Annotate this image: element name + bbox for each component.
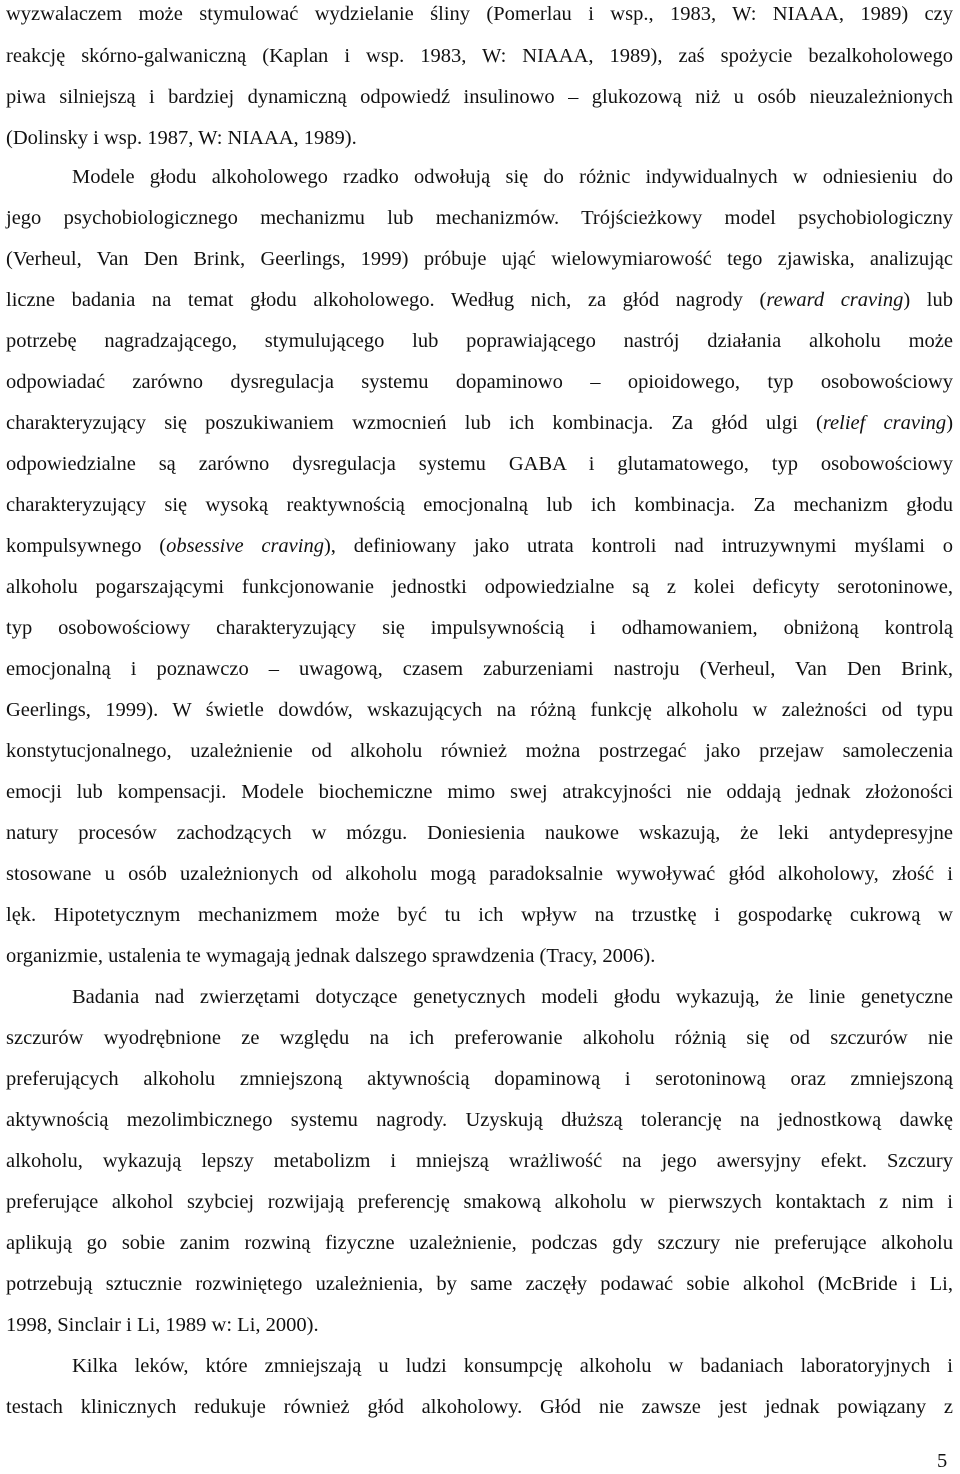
text-line [6, 902, 953, 928]
text-line [72, 1353, 953, 1379]
text-segment: Badania nad zwierzętami dotyczące genetycznych modeli głodu wykazują, że linie genetyczne [72, 986, 953, 1008]
text-segment: stosowane u osób uzależnionych od alkoholu mogą paradoksalnie wywoływać głód alkoholowy, złość i [6, 863, 953, 885]
text-line [6, 84, 953, 110]
text-segment: alkoholu pogarszającymi funkcjonowanie jednostki odpowiedzialne są z kolei deficyty serotoninowe, [6, 576, 953, 598]
text-segment: preferujące alkohol szybciej rozwijają preferencję smakową alkoholu w pierwszych kontaktach z nim i [6, 1191, 953, 1213]
page-number: 5 [937, 1450, 948, 1472]
text-segment: (Dolinsky i wsp. 1987, W: NIAAA, 1989). [6, 127, 357, 149]
text-line [6, 246, 953, 272]
text-line [6, 533, 953, 559]
text-segment: potrzebują sztucznie rozwiniętego uzależnienia, by same zaczęły podawać sobie alkohol (McBride i Li, [6, 1273, 953, 1295]
text-line [6, 820, 953, 846]
text-segment: potrzebę nagradzającego, stymulującego lub poprawiającego nastrój działania alkoholu może [6, 330, 953, 352]
text-segment: preferujących alkoholu zmniejszoną aktywnością dopaminową i serotoninową oraz zmniejszoną [6, 1068, 953, 1090]
text-segment: Kilka leków, które zmniejszają u ludzi konsumpcję alkoholu w badaniach laboratoryjnych i [72, 1355, 953, 1377]
italic-term: obsessive craving [166, 535, 324, 557]
text-segment: szczurów wyodrębnione ze względu na ich preferowanie alkoholu różnią się od szczurów nie [6, 1027, 953, 1049]
text-line [6, 1025, 953, 1051]
text-line [6, 1394, 953, 1420]
text-line [6, 943, 953, 969]
text-segment: emocji lub kompensacji. Modele biochemiczne mimo swej atrakcyjności nie oddają jednak złożoności [6, 781, 953, 803]
text-line [6, 1, 953, 27]
text-line [6, 369, 953, 395]
text-line [6, 1189, 953, 1215]
text-line [6, 1230, 953, 1256]
text-line [6, 410, 953, 436]
text-segment: aplikują go sobie zanim rozwiną fizyczne uzależnienie, podczas gdy szczury nie preferujące alkoholu [6, 1232, 953, 1254]
text-line [6, 656, 953, 682]
text-line [6, 1148, 953, 1174]
text-segment: Modele głodu alkoholowego rzadko odwołują się do różnic indywidualnych w odniesieniu do [72, 166, 953, 188]
text-segment: alkoholu, wykazują lepszy metabolizm i mniejszą wrażliwość na jego awersyjny efekt. Szczury [6, 1150, 953, 1172]
text-segment: charakteryzujący się poszukiwaniem wzmocnień lub ich kombinacja. Za głód ulgi ( [6, 412, 823, 434]
text-segment: 1998, Sinclair i Li, 1989 w: Li, 2000). [6, 1314, 319, 1336]
italic-term: reward craving [766, 289, 904, 311]
text-line [6, 1066, 953, 1092]
text-line [6, 492, 953, 518]
text-line [72, 984, 953, 1010]
text-segment: jego psychobiologicznego mechanizmu lub mechanizmów. Trójścieżkowy model psychobiologiczny [6, 207, 953, 229]
text-line [6, 287, 953, 313]
text-line [6, 451, 953, 477]
text-line [6, 43, 953, 69]
text-segment: konstytucjonalnego, uzależnienie od alkoholu również można postrzegać jako przejaw samoleczenia [6, 740, 953, 762]
text-segment: natury procesów zachodzących w mózgu. Doniesienia naukowe wskazują, że leki antydepresyjne [6, 822, 953, 844]
text-line [6, 125, 953, 151]
text-segment: charakteryzujący się wysoką reaktywnością emocjonalną lub ich kombinacja. Za mechanizm głodu [6, 494, 953, 516]
text-segment: kompulsywnego ( [6, 535, 167, 557]
text-line [6, 861, 953, 887]
italic-term: relief craving [822, 412, 947, 434]
text-segment: ), definiowany jako utrata kontroli nad intruzywnymi myślami o [323, 535, 954, 557]
text-segment: emocjonalną i poznawczo – uwagową, czasem zaburzeniami nastroju (Verheul, Van Den Brink, [6, 658, 953, 680]
text-segment: ) [946, 412, 954, 434]
text-line [72, 164, 953, 190]
text-segment: testach klinicznych redukuje również głód alkoholowy. Głód nie zawsze jest jednak powiązany z [6, 1396, 953, 1418]
text-line [6, 738, 953, 764]
text-segment: typ osobowościowy charakteryzujący się impulsywnością i odhamowaniem, obniżoną kontrolą [6, 617, 953, 639]
text-segment: lęk. Hipotetycznym mechanizmem może być tu ich wpływ na trzustkę i gospodarkę cukrową w [6, 904, 953, 926]
text-segment: organizmie, ustalenia te wymagają jednak dalszego sprawdzenia (Tracy, 2006). [6, 945, 656, 967]
text-line [6, 574, 953, 600]
text-line [6, 779, 953, 805]
text-line [6, 328, 953, 354]
text-line [6, 1312, 953, 1338]
text-segment: liczne badania na temat głodu alkoholowego. Według nich, za głód nagrody ( [6, 289, 767, 311]
text-segment: reakcję skórno-galwaniczną (Kaplan i wsp. 1983, W: NIAAA, 1989), zaś spożycie bezalkoholowego [6, 45, 953, 67]
text-segment: aktywnością mezolimbicznego systemu nagrody. Uzyskują dłuższą tolerancję na jednostkową dawkę [6, 1109, 953, 1131]
text-line [6, 205, 953, 231]
text-segment: piwa silniejszą i bardziej dynamiczną odpowiedź insulinowo – glukozową niż u osób nieuzależnionych [6, 86, 953, 108]
text-segment: (Verheul, Van Den Brink, Geerlings, 1999) próbuje ująć wielowymiarowość tego zjawiska, analizując [6, 248, 953, 270]
text-line [6, 615, 953, 641]
text-segment: wyzwalaczem może stymulować wydzielanie śliny (Pomerlau i wsp., 1983, W: NIAAA, 1989) czy [6, 3, 953, 25]
text-line [6, 1107, 953, 1133]
text-segment: odpowiedzialne są zarówno dysregulacja systemu GABA i glutamatowego, typ osobowościowy [6, 453, 953, 475]
text-line [6, 697, 953, 723]
text-segment: Geerlings, 1999). W świetle dowdów, wskazujących na różną funkcję alkoholu w zależności od typu [6, 699, 953, 721]
text-segment: ) lub [903, 289, 953, 311]
text-segment: odpowiadać zarówno dysregulacja systemu dopaminowo – opioidowego, typ osobowościowy [6, 371, 953, 393]
text-line [6, 1271, 953, 1297]
